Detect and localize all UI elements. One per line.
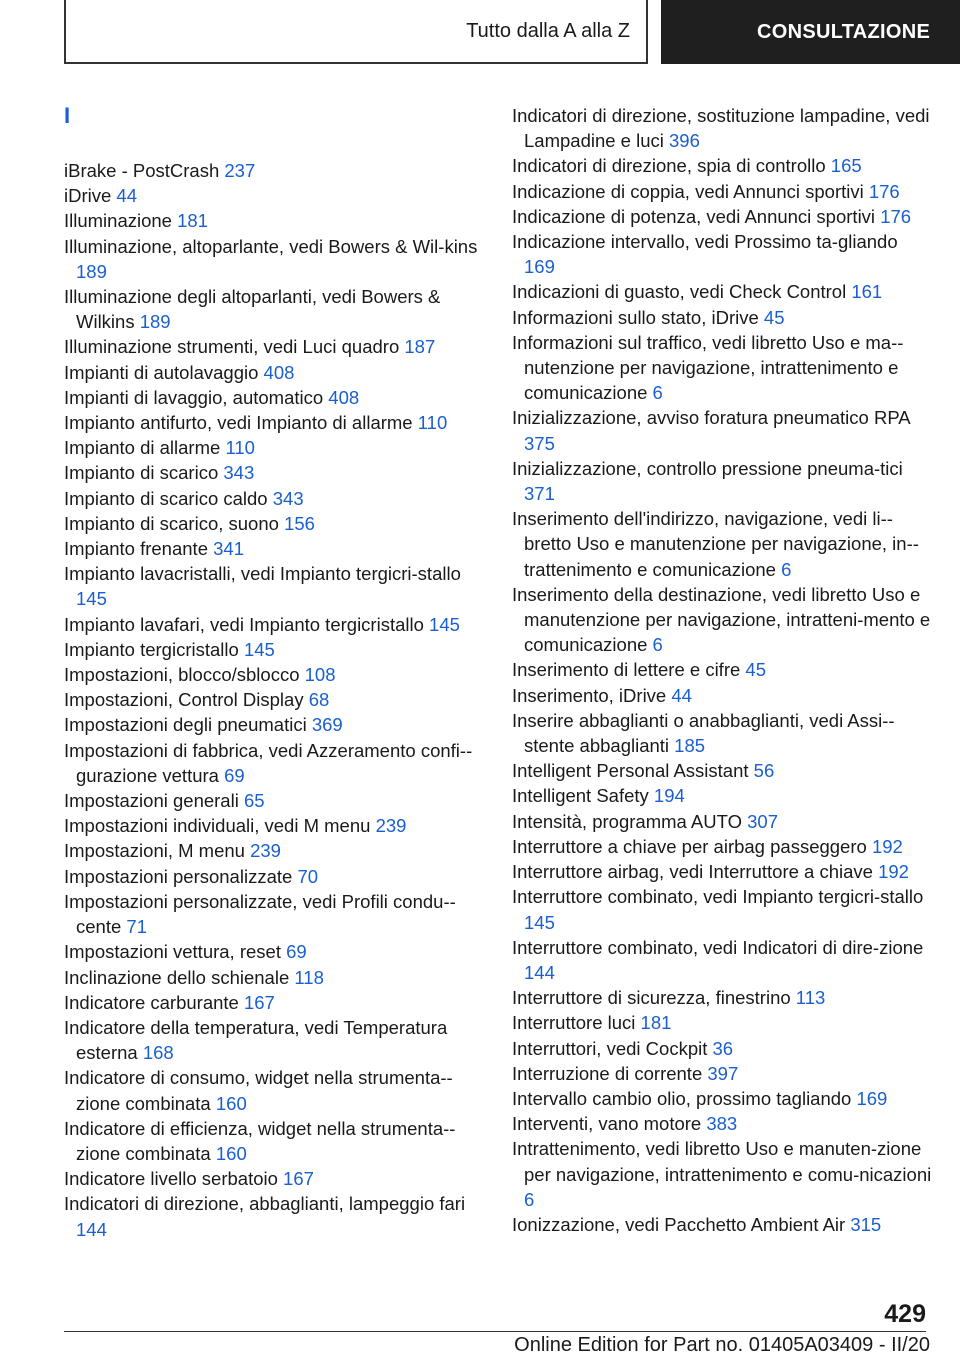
index-entry xyxy=(64,712,484,737)
index-entry xyxy=(64,435,484,460)
index-entry-text: Impianto frenante xyxy=(64,538,214,560)
page-reference-link[interactable]: 6 xyxy=(652,634,663,656)
index-entry-text: Indicatore di efficienza, widget nella strumenta-zione combinata xyxy=(64,1117,456,1164)
index-entry-text: Inizializzazione, controllo pressione pneuma-tici xyxy=(512,457,903,479)
page-reference-link[interactable]: 194 xyxy=(653,785,685,807)
index-entry-text: Impianto antifurto, vedi Impianto di allarme xyxy=(64,412,418,434)
index-entry xyxy=(512,305,932,330)
index-entry xyxy=(64,511,484,536)
index-entry xyxy=(64,284,484,334)
index-entry xyxy=(512,279,932,304)
page-reference-link[interactable]: 108 xyxy=(304,664,336,686)
index-entry xyxy=(64,561,484,611)
index-entry-text: Interruttori, vedi Cockpit xyxy=(512,1037,713,1059)
index-entry xyxy=(512,758,932,783)
page-reference-link[interactable]: 369 xyxy=(311,714,343,736)
index-entry-text: Intelligent Personal Assistant xyxy=(512,760,754,782)
index-entry-text: Intervallo cambio olio, prossimo tagliando xyxy=(512,1087,857,1109)
index-entry-text: Indicazione di coppia, vedi Annunci sportivi xyxy=(512,180,869,202)
page-number: 429 xyxy=(884,1300,926,1328)
page-reference-link[interactable]: 145 xyxy=(429,613,460,635)
page-reference-link[interactable]: 44 xyxy=(671,684,692,706)
index-entry-text: Inserimento della destinazione, vedi libretto Uso e manutenzione per navigazione, intratteni-mento e comunicazione xyxy=(512,583,931,656)
page-reference-link[interactable]: 167 xyxy=(243,991,275,1013)
index-entry-text: Informazioni sul traffico, vedi libretto Uso e ma-nutenzione per navigazione, intrattenimento e comunicazione xyxy=(512,331,904,404)
index-entry xyxy=(64,788,484,813)
chapter-tab: CONSULTAZIONE xyxy=(661,0,960,64)
page-reference-link[interactable]: 187 xyxy=(404,336,436,358)
page-reference-link[interactable]: 343 xyxy=(223,462,255,484)
index-entry xyxy=(64,410,484,435)
page-reference-link[interactable]: 189 xyxy=(76,260,107,282)
index-entry xyxy=(64,1166,484,1191)
index-entry xyxy=(512,783,932,808)
index-letter-heading: I xyxy=(64,103,71,128)
index-entry-text: Interruttore luci xyxy=(512,1012,641,1034)
page-reference-link[interactable]: 45 xyxy=(763,306,785,328)
index-entry xyxy=(64,838,484,863)
index-entry xyxy=(512,1061,932,1086)
index-entry-text: Impostazioni vettura, reset xyxy=(64,941,287,963)
page-reference-link[interactable]: 160 xyxy=(215,1092,247,1114)
index-entry-text: Impostazioni, M menu xyxy=(64,840,251,862)
page-reference-link[interactable]: 168 xyxy=(142,1042,174,1064)
index-entry xyxy=(64,1191,484,1241)
page-reference-link[interactable]: 315 xyxy=(850,1213,882,1235)
index-entry-list-right xyxy=(512,103,932,1237)
index-entry xyxy=(512,935,932,985)
page-reference-link[interactable]: 145 xyxy=(524,911,555,933)
footer-divider xyxy=(64,1331,926,1332)
page-reference-link[interactable]: 192 xyxy=(871,835,903,857)
index-entry xyxy=(64,183,484,208)
index-entry xyxy=(64,460,484,485)
index-entry xyxy=(64,939,484,964)
page-reference-link[interactable]: 396 xyxy=(669,130,700,152)
index-entry xyxy=(512,506,932,582)
index-entry xyxy=(64,965,484,990)
index-entry-text: Impianto lavafari, vedi Impianto tergicristallo xyxy=(64,613,430,635)
index-entry-text: Indicatori di direzione, abbaglianti, lampeggio fari xyxy=(64,1193,466,1215)
index-entry-text: Interruttore combinato, vedi Impianto tergicri-stallo xyxy=(512,886,924,908)
index-entry xyxy=(64,1065,484,1115)
index-entry-text: Intelligent Safety xyxy=(512,785,654,807)
page-reference-link[interactable]: 239 xyxy=(250,840,281,862)
page-reference-link[interactable]: 145 xyxy=(76,588,107,610)
index-entry-text: Illuminazione degli altoparlanti, vedi Bowers & Wilkins xyxy=(64,286,441,333)
page-reference-link[interactable]: 307 xyxy=(747,810,778,832)
page-reference-link[interactable]: 169 xyxy=(524,256,555,278)
index-entry-text: Impostazioni degli pneumatici xyxy=(64,714,312,736)
index-entry-text: Indicatori di direzione, sostituzione lampadine, vedi Lampadine e luci xyxy=(512,105,930,152)
page-reference-link[interactable]: 408 xyxy=(263,361,295,383)
index-entry-text: Inserimento di lettere e cifre xyxy=(512,659,746,681)
index-entry xyxy=(64,990,484,1015)
index-entry-text: Indicatori di direzione, spia di controllo xyxy=(512,155,831,177)
index-entry xyxy=(64,208,484,233)
index-entry-text: Intensità, programma AUTO xyxy=(512,810,748,832)
index-entry-text: Indicatore livello serbatoio xyxy=(64,1168,284,1190)
index-entry xyxy=(64,813,484,838)
index-entry-text: Impianti di autolavaggio xyxy=(64,361,264,383)
index-entry xyxy=(64,536,484,561)
page-reference-link[interactable]: 176 xyxy=(880,205,912,227)
index-entry xyxy=(64,612,484,637)
page-reference-link[interactable]: 6 xyxy=(524,1188,535,1210)
index-entry xyxy=(64,637,484,662)
page-reference-link[interactable]: 375 xyxy=(524,432,555,454)
page-reference-link[interactable]: 113 xyxy=(795,987,826,1009)
index-entry xyxy=(64,864,484,889)
index-entry-text: Impostazioni generali xyxy=(64,790,244,812)
index-entry xyxy=(512,1086,932,1111)
page-reference-link[interactable]: 181 xyxy=(177,210,208,232)
section-title: Tutto dalla A alla Z xyxy=(466,19,630,42)
page-reference-link[interactable]: 408 xyxy=(328,386,360,408)
page-reference-link[interactable]: 56 xyxy=(753,760,775,782)
page-reference-link[interactable]: 36 xyxy=(712,1037,734,1059)
index-entry xyxy=(64,334,484,359)
index-entry-text: Illuminazione xyxy=(64,210,178,232)
index-entry-text: Inserimento, iDrive xyxy=(512,684,672,706)
index-entry xyxy=(512,179,932,204)
page-reference-link[interactable]: 192 xyxy=(878,861,909,883)
index-entry xyxy=(64,158,484,183)
index-entry xyxy=(64,486,484,511)
index-entry-text: Impostazioni individuali, vedi M menu xyxy=(64,815,376,837)
page-reference-link[interactable]: 68 xyxy=(308,689,330,711)
index-entry-text: Inclinazione dello schienale xyxy=(64,966,295,988)
page-reference-link[interactable]: 156 xyxy=(284,512,315,534)
page-reference-link[interactable]: 383 xyxy=(706,1113,738,1135)
index-entry xyxy=(64,889,484,939)
page-reference-link[interactable]: 239 xyxy=(375,815,407,837)
page-reference-link[interactable]: 237 xyxy=(224,160,256,181)
footer-edition-text: Online Edition for Part no. 01405A03409 - II/20 xyxy=(514,1334,930,1356)
index-entry xyxy=(512,809,932,834)
page-reference-link[interactable]: 6 xyxy=(652,382,663,404)
index-entry-text: Impostazioni personalizzate, vedi Profili condu-cente xyxy=(64,890,456,938)
page-reference-link[interactable]: 145 xyxy=(243,638,275,660)
index-entry xyxy=(64,738,484,788)
index-entry xyxy=(512,1136,932,1212)
index-entry xyxy=(512,657,932,682)
page-reference-link[interactable]: 185 xyxy=(674,735,706,757)
index-entry xyxy=(64,234,484,284)
page-reference-link[interactable]: 69 xyxy=(286,941,307,963)
index-entry xyxy=(512,330,932,406)
page-reference-link[interactable]: 343 xyxy=(272,487,304,509)
page-reference-link[interactable]: 44 xyxy=(116,185,137,207)
index-entry xyxy=(512,582,932,658)
index-entry xyxy=(512,708,932,758)
page-reference-link[interactable]: 371 xyxy=(524,483,555,505)
index-entry-text: Interruttore a chiave per airbag passeggero xyxy=(512,835,872,857)
page-reference-link[interactable]: 169 xyxy=(856,1087,888,1109)
page-reference-link[interactable]: 167 xyxy=(283,1168,314,1190)
index-entry-text: Impostazioni personalizzate xyxy=(64,865,298,887)
page-reference-link[interactable]: 341 xyxy=(213,538,244,560)
index-entry-text: Indicazione di potenza, vedi Annunci sportivi xyxy=(512,205,881,227)
index-entry-text: Inserire abbaglianti o anabbaglianti, vedi Assi-stente abbaglianti xyxy=(512,709,895,757)
index-entry xyxy=(64,1015,484,1065)
index-entry-text: Informazioni sullo stato, iDrive xyxy=(512,306,764,328)
page-reference-link[interactable]: 161 xyxy=(851,281,883,303)
page-reference-link[interactable]: 110 xyxy=(417,412,448,434)
page-reference-link[interactable]: 69 xyxy=(224,764,245,786)
index-entry-text: Indicazione intervallo, vedi Prossimo ta-gliando xyxy=(512,231,898,253)
page-reference-link[interactable]: 110 xyxy=(225,437,255,459)
index-entry xyxy=(512,1036,932,1061)
index-entry-text: Interruttore airbag, vedi Interruttore a chiave xyxy=(512,861,879,883)
index-entry xyxy=(64,687,484,712)
index-entry xyxy=(512,1010,932,1035)
page-reference-link[interactable]: 71 xyxy=(126,916,147,938)
page-reference-link[interactable]: 65 xyxy=(243,790,265,812)
index-entry xyxy=(512,103,932,153)
index-entry xyxy=(512,456,932,506)
index-entry-text: Impianto di scarico xyxy=(64,462,224,484)
page-reference-link[interactable]: 144 xyxy=(76,1218,107,1240)
index-entry xyxy=(64,1116,484,1166)
page-reference-link[interactable]: 176 xyxy=(868,180,900,202)
index-entry-text: Impianto lavacristalli, vedi Impianto tergicri-stallo xyxy=(64,563,461,585)
page-reference-link[interactable]: 45 xyxy=(745,659,766,681)
index-entry-text: Indicatore della temperatura, vedi Temperatura esterna xyxy=(64,1016,448,1064)
index-entry-text: Illuminazione strumenti, vedi Luci quadro xyxy=(64,336,405,358)
index-entry-text: Impostazioni, Control Display xyxy=(64,689,309,711)
index-entry-text: Inizializzazione, avviso foratura pneumatico RPA xyxy=(512,407,910,429)
index-entry xyxy=(512,153,932,178)
index-entry-text: Indicazioni di guasto, vedi Check Control xyxy=(512,281,852,303)
index-entry-list-left xyxy=(64,158,484,1242)
page-reference-link[interactable]: 189 xyxy=(139,311,171,333)
page-reference-link[interactable]: 144 xyxy=(524,961,555,983)
page-reference-link[interactable]: 397 xyxy=(707,1062,739,1084)
index-entry-text: Impianto di scarico caldo xyxy=(64,487,273,509)
index-entry xyxy=(512,229,932,279)
index-entry-text: Inserimento dell'indirizzo, navigazione, vedi li-bretto Uso e manutenzione per navigazione, in-trattenimento e comunicazione xyxy=(512,508,919,580)
index-entry-text: Interventi, vano motore xyxy=(512,1113,707,1135)
index-entry xyxy=(512,884,932,934)
index-entry-text: Interruttore combinato, vedi Indicatori di dire-zione xyxy=(512,936,924,958)
index-entry xyxy=(64,662,484,687)
index-entry-text: Impianto di scarico, suono xyxy=(64,512,285,534)
index-entry-text: Interruzione di corrente xyxy=(512,1062,708,1084)
index-entry-text: Indicatore di consumo, widget nella strumenta-zione combinata xyxy=(64,1067,453,1114)
index-entry-text: Impianto tergicristallo xyxy=(64,638,244,660)
index-entry-text: iBrake - PostCrash xyxy=(64,160,225,181)
index-entry-text: Intrattenimento, vedi libretto Uso e manuten-zione per navigazione, intrattenimento e comu-nicazioni xyxy=(512,1138,932,1185)
index-entry-text: Impostazioni di fabbrica, vedi Azzeramento confi-gurazione vettura xyxy=(64,739,473,786)
index-entry-text: Illuminazione, altoparlante, vedi Bowers & Wil-kins xyxy=(64,235,478,257)
index-entry xyxy=(512,859,932,884)
index-entry-text: Impianti di lavaggio, automatico xyxy=(64,386,329,408)
index-entry xyxy=(512,1212,932,1237)
index-entry xyxy=(512,985,932,1010)
page-reference-link[interactable]: 118 xyxy=(294,966,324,988)
index-entry-text: Impostazioni, blocco/sblocco xyxy=(64,664,305,686)
page-reference-link[interactable]: 181 xyxy=(640,1012,672,1034)
index-entry xyxy=(512,683,932,708)
index-entry xyxy=(512,405,932,455)
index-entry-text: Indicatore carburante xyxy=(64,991,244,1013)
index-entry xyxy=(64,385,484,410)
index-entry xyxy=(512,1111,932,1136)
page-reference-link[interactable]: 160 xyxy=(215,1142,247,1164)
index-entry-text: iDrive xyxy=(64,185,117,207)
index-entry-text: Impianto di allarme xyxy=(64,437,226,459)
index-entry-text: Ionizzazione, vedi Pacchetto Ambient Air xyxy=(512,1213,851,1235)
index-entry xyxy=(512,834,932,859)
page-reference-link[interactable]: 165 xyxy=(830,155,862,177)
index-entry-text: Interruttore di sicurezza, finestrino xyxy=(512,987,796,1009)
page-reference-link[interactable]: 70 xyxy=(297,865,319,887)
index-entry xyxy=(64,360,484,385)
page-reference-link[interactable]: 6 xyxy=(781,558,792,580)
index-entry xyxy=(512,204,932,229)
